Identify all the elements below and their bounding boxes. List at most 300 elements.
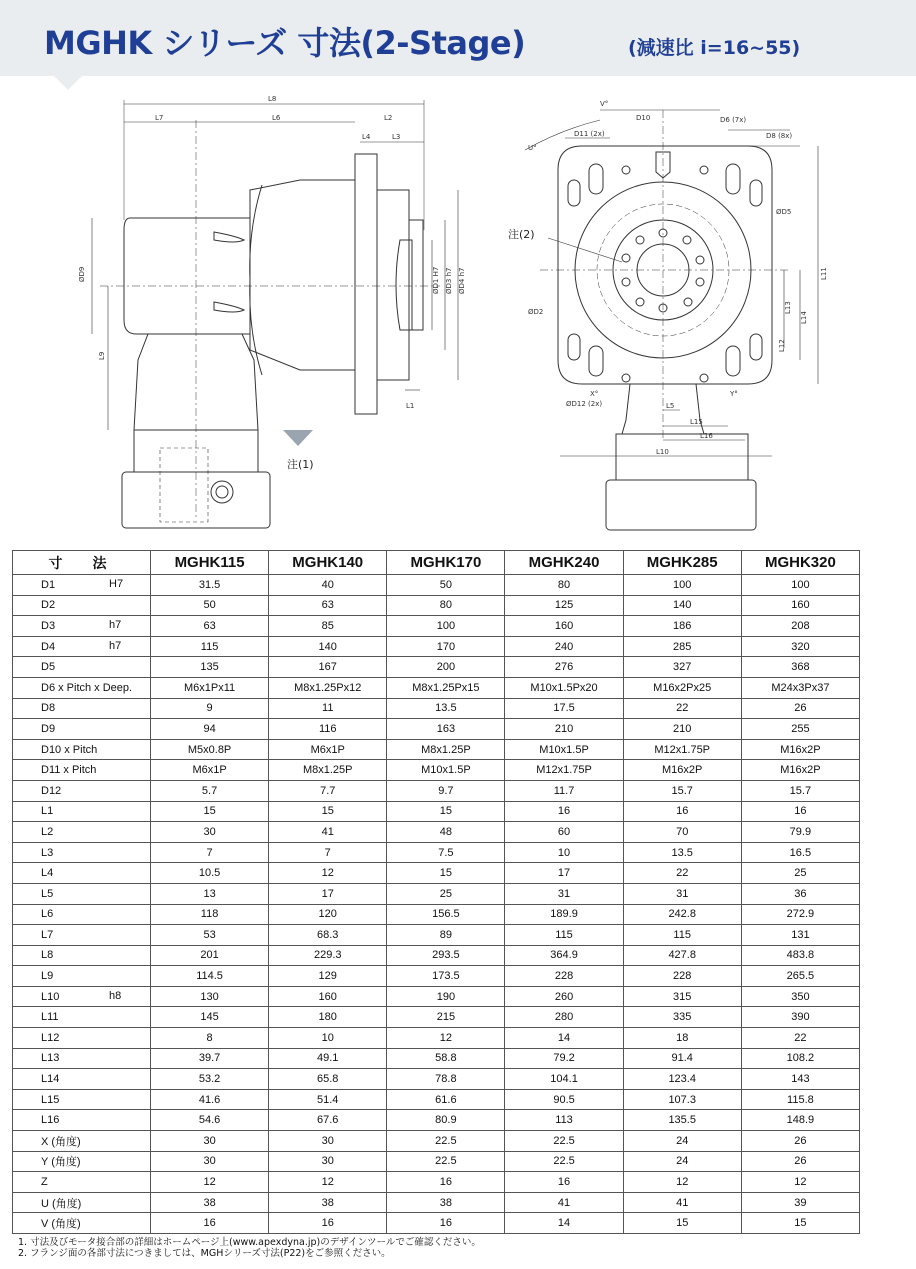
value-cell: 50	[151, 595, 269, 616]
label-d1: ØD1 H7	[432, 266, 440, 294]
value-cell: 242.8	[623, 904, 741, 925]
value-cell: 115	[151, 636, 269, 657]
value-cell: 80.9	[387, 1110, 505, 1131]
label-d6: D6 (7x)	[720, 116, 747, 124]
value-cell: 14	[505, 1028, 623, 1049]
footnote-2: 2. フランジ面の各部寸法につきましては、MGHシリーズ寸法(P22)をご参照ください。	[18, 1248, 391, 1259]
row-label: L14	[41, 1073, 60, 1086]
value-cell: 9.7	[387, 780, 505, 801]
value-cell: 115	[505, 925, 623, 946]
row-label-cell	[13, 719, 151, 740]
row-label-cell	[13, 966, 151, 987]
label-l13: L13	[784, 301, 792, 314]
value-cell: 11.7	[505, 780, 623, 801]
row-label: L9	[41, 970, 54, 983]
value-cell: 100	[387, 616, 505, 637]
value-cell: 31.5	[151, 575, 269, 596]
value-cell: 327	[623, 657, 741, 678]
value-cell: 41.6	[151, 1089, 269, 1110]
row-label-cell	[13, 595, 151, 616]
row-label-cell	[13, 863, 151, 884]
row-label-cell	[13, 780, 151, 801]
value-cell: 79.2	[505, 1048, 623, 1069]
row-label: L5	[41, 887, 54, 900]
row-label: D3	[41, 619, 56, 632]
row-label: U (角度)	[41, 1197, 82, 1210]
value-cell: 22.5	[387, 1151, 505, 1172]
value-cell: 14	[505, 1213, 623, 1234]
header-dimension: 寸 法	[13, 551, 151, 575]
row-label-cell	[13, 1069, 151, 1090]
row-label: D8	[41, 702, 56, 715]
table-row	[13, 883, 860, 904]
table-row	[13, 698, 860, 719]
table-row	[13, 575, 860, 596]
value-cell: 10	[505, 842, 623, 863]
table-row	[13, 657, 860, 678]
row-label-cell	[13, 1048, 151, 1069]
value-cell: 22.5	[387, 1131, 505, 1152]
value-cell: 78.8	[387, 1069, 505, 1090]
label-l1: L1	[406, 402, 415, 410]
value-cell: 53.2	[151, 1069, 269, 1090]
row-label-cell	[13, 986, 151, 1007]
value-cell: 36	[741, 883, 859, 904]
value-cell: 189.9	[505, 904, 623, 925]
value-cell: 190	[387, 986, 505, 1007]
row-label: L1	[41, 805, 54, 818]
value-cell: 228	[505, 966, 623, 987]
value-cell: 41	[623, 1192, 741, 1213]
value-cell: 51.4	[269, 1089, 387, 1110]
label-l5: L5	[666, 402, 675, 410]
value-cell: 186	[623, 616, 741, 637]
value-cell: 114.5	[151, 966, 269, 987]
value-cell: 12	[623, 1172, 741, 1193]
value-cell: 160	[741, 595, 859, 616]
header-mghk115: MGHK115	[151, 551, 269, 575]
label-d8: D8 (8x)	[766, 132, 793, 140]
note2-label: 注(2)	[508, 228, 535, 241]
row-label-cell	[13, 1192, 151, 1213]
value-cell: 67.6	[269, 1110, 387, 1131]
value-cell: 260	[505, 986, 623, 1007]
value-cell: 12	[741, 1172, 859, 1193]
table-row	[13, 1131, 860, 1152]
value-cell: 16	[505, 801, 623, 822]
value-cell: 17	[505, 863, 623, 884]
value-cell: M8x1.25Px12	[269, 677, 387, 698]
value-cell: 22.5	[505, 1131, 623, 1152]
footnote-1: 1. 寸法及びモータ接合部の詳細はホームページ上(www.apexdyna.jp)のデザインツールでご確認ください。	[18, 1237, 481, 1248]
value-cell: 427.8	[623, 945, 741, 966]
value-cell: M16x2P	[623, 760, 741, 781]
value-cell: 210	[623, 719, 741, 740]
value-cell: 167	[269, 657, 387, 678]
value-cell: 8	[151, 1028, 269, 1049]
value-cell: 215	[387, 1007, 505, 1028]
label-l7: L7	[155, 114, 164, 122]
value-cell: 40	[269, 575, 387, 596]
value-cell: 9	[151, 698, 269, 719]
row-label: D9	[41, 722, 56, 735]
value-cell: 79.9	[741, 822, 859, 843]
output-shaft-bore	[396, 240, 412, 330]
value-cell: 100	[741, 575, 859, 596]
value-cell: 156.5	[387, 904, 505, 925]
row-label: L3	[41, 846, 54, 859]
value-cell: 24	[623, 1131, 741, 1152]
value-cell: 13.5	[387, 698, 505, 719]
row-tolerance: h7	[109, 639, 122, 652]
table-row	[13, 595, 860, 616]
row-label: L2	[41, 825, 54, 838]
value-cell: 16	[269, 1213, 387, 1234]
row-label-cell	[13, 739, 151, 760]
value-cell: 16	[151, 1213, 269, 1234]
value-cell: 16	[741, 801, 859, 822]
table-row	[13, 822, 860, 843]
value-cell: 54.6	[151, 1110, 269, 1131]
value-cell: 94	[151, 719, 269, 740]
table-row	[13, 842, 860, 863]
row-label-cell	[13, 1089, 151, 1110]
value-cell: 240	[505, 636, 623, 657]
value-cell: 63	[269, 595, 387, 616]
row-label-cell	[13, 1213, 151, 1234]
table-row	[13, 966, 860, 987]
row-label-cell	[13, 1007, 151, 1028]
value-cell: 22	[741, 1028, 859, 1049]
row-label: L4	[41, 867, 54, 880]
table-row	[13, 677, 860, 698]
value-cell: 58.8	[387, 1048, 505, 1069]
label-l9: L9	[98, 351, 106, 360]
label-x: X°	[590, 390, 599, 398]
label-y: Y°	[730, 390, 738, 398]
value-cell: 15	[623, 1213, 741, 1234]
value-cell: 18	[623, 1028, 741, 1049]
front-motor-block	[606, 480, 756, 530]
output-shaft-step	[409, 220, 423, 330]
row-label: D12	[41, 784, 62, 797]
value-cell: 229.3	[269, 945, 387, 966]
value-cell: 22.5	[505, 1151, 623, 1172]
row-tolerance: h7	[109, 619, 122, 632]
value-cell: 25	[741, 863, 859, 884]
value-cell: 30	[151, 1151, 269, 1172]
slot-upper	[214, 232, 244, 242]
row-label-cell	[13, 677, 151, 698]
value-cell: 350	[741, 986, 859, 1007]
row-label-cell	[13, 698, 151, 719]
table-body	[13, 575, 860, 1234]
value-cell: 31	[505, 883, 623, 904]
value-cell: 90.5	[505, 1089, 623, 1110]
value-cell: 265.5	[741, 966, 859, 987]
value-cell: 38	[151, 1192, 269, 1213]
label-d4: ØD4 h7	[458, 267, 466, 294]
value-cell: 135	[151, 657, 269, 678]
value-cell: 10	[269, 1028, 387, 1049]
table-row	[13, 1110, 860, 1131]
note1-marker	[283, 430, 313, 446]
row-label-cell	[13, 1172, 151, 1193]
label-d12: ØD12 (2x)	[566, 400, 603, 408]
row-label-cell	[13, 616, 151, 637]
table-row	[13, 780, 860, 801]
value-cell: 272.9	[741, 904, 859, 925]
row-tolerance: h8	[109, 989, 122, 1002]
value-cell: 293.5	[387, 945, 505, 966]
table-row	[13, 986, 860, 1007]
row-label: L15	[41, 1093, 60, 1106]
gearbox-body-outline	[250, 180, 355, 370]
value-cell: 16.5	[741, 842, 859, 863]
front-lower-collar	[616, 434, 748, 480]
label-d10: D10	[636, 114, 651, 122]
value-cell: M16x2P	[741, 760, 859, 781]
value-cell: 335	[623, 1007, 741, 1028]
row-label: V (角度)	[41, 1218, 81, 1231]
technical-drawing	[0, 90, 916, 540]
value-cell: 210	[505, 719, 623, 740]
value-cell: 200	[387, 657, 505, 678]
value-cell: 80	[387, 595, 505, 616]
value-cell: 30	[151, 1131, 269, 1152]
table-row	[13, 801, 860, 822]
row-label-cell	[13, 760, 151, 781]
value-cell: 12	[387, 1028, 505, 1049]
value-cell: 80	[505, 575, 623, 596]
row-label: D4	[41, 640, 56, 653]
row-tolerance: H7	[109, 578, 124, 590]
value-cell: M10x1.5Px20	[505, 677, 623, 698]
note2-leader	[548, 238, 622, 262]
value-cell: 173.5	[387, 966, 505, 987]
value-cell: 120	[269, 904, 387, 925]
value-cell: 13	[151, 883, 269, 904]
value-cell: M16x2P	[741, 739, 859, 760]
row-label: D2	[41, 599, 56, 612]
table-row	[13, 1213, 860, 1234]
table-row	[13, 760, 860, 781]
row-label: D6 x Pitch x Deep.	[41, 681, 133, 694]
value-cell: 118	[151, 904, 269, 925]
row-label: L7	[41, 928, 54, 941]
value-cell: 70	[623, 822, 741, 843]
value-cell: 15	[387, 863, 505, 884]
value-cell: 180	[269, 1007, 387, 1028]
value-cell: 41	[505, 1192, 623, 1213]
row-label-cell	[13, 1028, 151, 1049]
value-cell: M8x1.25P	[387, 739, 505, 760]
value-cell: 50	[387, 575, 505, 596]
row-label: L6	[41, 908, 54, 921]
row-label-cell	[13, 801, 151, 822]
row-label: D5	[41, 661, 56, 674]
value-cell: M6x1Px11	[151, 677, 269, 698]
value-cell: M12x1.75P	[505, 760, 623, 781]
row-label-cell	[13, 1110, 151, 1131]
hidden-bore	[160, 448, 208, 522]
label-v: V°	[600, 100, 609, 108]
value-cell: 364.9	[505, 945, 623, 966]
row-label-cell	[13, 1151, 151, 1172]
value-cell: 22	[623, 698, 741, 719]
value-cell: 208	[741, 616, 859, 637]
value-cell: 60	[505, 822, 623, 843]
value-cell: 315	[623, 986, 741, 1007]
row-label-cell	[13, 925, 151, 946]
value-cell: 53	[151, 925, 269, 946]
table-row	[13, 1151, 860, 1172]
value-cell: 49.1	[269, 1048, 387, 1069]
value-cell: 41	[269, 822, 387, 843]
table-row	[13, 739, 860, 760]
value-cell: 135.5	[623, 1110, 741, 1131]
value-cell: M16x2Px25	[623, 677, 741, 698]
table-row	[13, 1048, 860, 1069]
table-row	[13, 1192, 860, 1213]
value-cell: 129	[269, 966, 387, 987]
clamp-bolt	[211, 481, 233, 503]
value-cell: 63	[151, 616, 269, 637]
header-mghk285: MGHK285	[623, 551, 741, 575]
value-cell: M5x0.8P	[151, 739, 269, 760]
value-cell: 280	[505, 1007, 623, 1028]
note1-label: 注(1)	[287, 458, 314, 471]
value-cell: 16	[505, 1172, 623, 1193]
footnotes	[18, 1237, 481, 1259]
table-row	[13, 636, 860, 657]
label-l16: L16	[700, 432, 713, 440]
value-cell: 228	[623, 966, 741, 987]
value-cell: 65.8	[269, 1069, 387, 1090]
value-cell: 104.1	[505, 1069, 623, 1090]
value-cell: 16	[387, 1172, 505, 1193]
value-cell: 38	[387, 1192, 505, 1213]
row-label: Y (角度)	[41, 1156, 81, 1169]
value-cell: 5.7	[151, 780, 269, 801]
value-cell: 38	[269, 1192, 387, 1213]
label-u: U°	[528, 144, 537, 152]
page-title: MGHK シリーズ 寸法(2-Stage)	[44, 24, 526, 62]
table-row	[13, 1089, 860, 1110]
value-cell: 26	[741, 1131, 859, 1152]
value-cell: 48	[387, 822, 505, 843]
value-cell: 13.5	[623, 842, 741, 863]
value-cell: 39.7	[151, 1048, 269, 1069]
drawing-svg	[0, 90, 916, 540]
label-l12: L12	[778, 339, 786, 352]
table-row	[13, 1172, 860, 1193]
flange-boss	[377, 190, 409, 380]
page-subtitle: (減速比 i=16~55)	[628, 37, 801, 59]
value-cell: 170	[387, 636, 505, 657]
clamp-bolt-inner	[216, 486, 228, 498]
value-cell: 91.4	[623, 1048, 741, 1069]
value-cell: 483.8	[741, 945, 859, 966]
value-cell: 131	[741, 925, 859, 946]
value-cell: 16	[387, 1213, 505, 1234]
row-label-cell	[13, 822, 151, 843]
value-cell: 24	[623, 1151, 741, 1172]
value-cell: 7.7	[269, 780, 387, 801]
label-l6: L6	[272, 114, 281, 122]
table-row	[13, 616, 860, 637]
table-row	[13, 1069, 860, 1090]
header-mghk170: MGHK170	[387, 551, 505, 575]
value-cell: 320	[741, 636, 859, 657]
table-row	[13, 719, 860, 740]
value-cell: 17.5	[505, 698, 623, 719]
header-mghk320: MGHK320	[741, 551, 859, 575]
label-d5: ØD5	[776, 208, 792, 216]
value-cell: 16	[623, 801, 741, 822]
value-cell: 115.8	[741, 1089, 859, 1110]
row-label: X (角度)	[41, 1135, 81, 1148]
value-cell: M24x3Px37	[741, 677, 859, 698]
value-cell: 255	[741, 719, 859, 740]
label-d3: ØD3 h7	[445, 267, 453, 294]
value-cell: 143	[741, 1069, 859, 1090]
value-cell: M6x1P	[151, 760, 269, 781]
flange-plate	[355, 154, 377, 414]
value-cell: 30	[151, 822, 269, 843]
value-cell: 113	[505, 1110, 623, 1131]
row-label-cell	[13, 945, 151, 966]
table-row	[13, 925, 860, 946]
value-cell: 15	[387, 801, 505, 822]
value-cell: 12	[269, 863, 387, 884]
value-cell: 7.5	[387, 842, 505, 863]
value-cell: 15	[269, 801, 387, 822]
value-cell: 107.3	[623, 1089, 741, 1110]
value-cell: 68.3	[269, 925, 387, 946]
table-row	[13, 1007, 860, 1028]
row-label: L10	[41, 990, 60, 1003]
row-label-cell	[13, 883, 151, 904]
value-cell: 140	[623, 595, 741, 616]
label-l15: L15	[690, 418, 703, 426]
value-cell: M8x1.25Px15	[387, 677, 505, 698]
value-cell: 89	[387, 925, 505, 946]
value-cell: 22	[623, 863, 741, 884]
row-label-cell	[13, 636, 151, 657]
table-row	[13, 904, 860, 925]
value-cell: 163	[387, 719, 505, 740]
value-cell: 31	[623, 883, 741, 904]
value-cell: M12x1.75P	[623, 739, 741, 760]
row-label-cell	[13, 1131, 151, 1152]
value-cell: 125	[505, 595, 623, 616]
row-label: L11	[41, 1011, 59, 1024]
value-cell: 116	[269, 719, 387, 740]
value-cell: 148.9	[741, 1110, 859, 1131]
row-label: Z	[41, 1176, 48, 1189]
value-cell: 15.7	[623, 780, 741, 801]
value-cell: 26	[741, 1151, 859, 1172]
row-label: L12	[41, 1031, 60, 1044]
value-cell: 15.7	[741, 780, 859, 801]
value-cell: 108.2	[741, 1048, 859, 1069]
row-label: D11 x Pitch	[41, 764, 97, 777]
header-mghk240: MGHK240	[505, 551, 623, 575]
table-row	[13, 945, 860, 966]
value-cell: 368	[741, 657, 859, 678]
value-cell: 30	[269, 1151, 387, 1172]
